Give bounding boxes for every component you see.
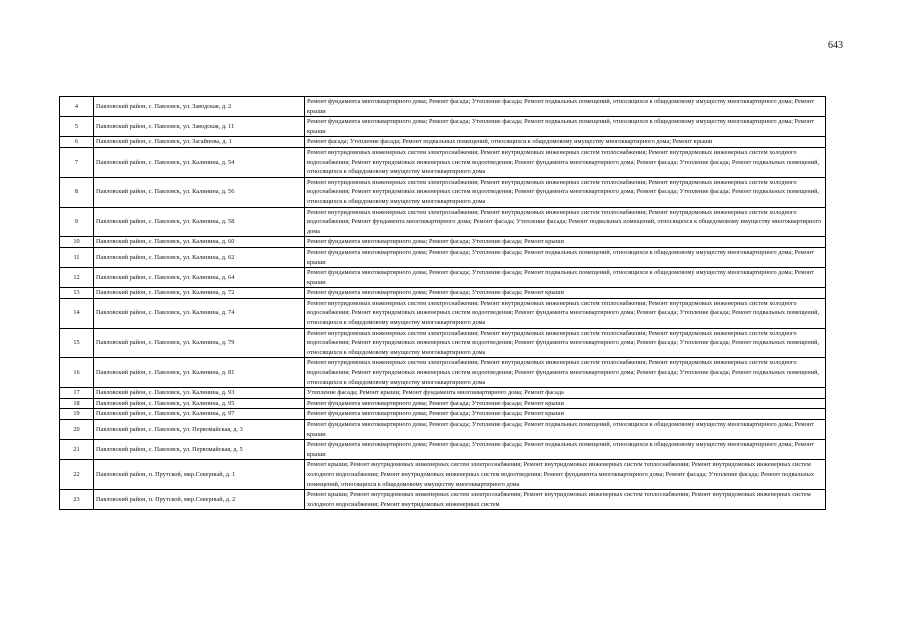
address-cell: Павловский район, с. Павловск, ул. Калинина, д. 62 bbox=[94, 247, 305, 267]
row-number-cell: 17 bbox=[60, 388, 94, 399]
works-cell: Ремонт фундамента многоквартирного дома; Ремонт фасада; Утепление фасада; Ремонт подвальных помещений, относящихся к общедомовому имуществу многоквартирного дома; Ремонт крыши bbox=[305, 117, 826, 137]
table-row bbox=[60, 288, 826, 299]
table-row bbox=[60, 398, 826, 409]
row-number-cell: 6 bbox=[60, 137, 94, 148]
row-number-cell: 12 bbox=[60, 268, 94, 288]
works-cell: Ремонт фундамента многоквартирного дома; Ремонт фасада; Утепление фасада; Ремонт подвальных помещений, относящихся к общедомовому имуществу многоквартирного дома; Ремонт крыши bbox=[305, 420, 826, 440]
works-cell: Ремонт внутридомовых инженерных систем электроснабжения; Ремонт внутридомовых инженерных систем теплоснабжения; Ремонт внутридомовых инженерных систем холодного водоснабжения; Ремонт внутридомовых инженерных систем водоотведения; Ремонт фундамента многоквартирного дома; Ремонт фасада; Утепление фасада; Ремонт подвальных помещений, относящихся к общедомовому имуществу многоквартирного дома bbox=[305, 298, 826, 328]
address-cell: Павловский район, с. Павловск, ул. Калинина, д. 54 bbox=[94, 147, 305, 177]
works-cell: Утепление фасада; Ремонт крыши; Ремонт фундамента многоквартирного дома; Ремонт фасада bbox=[305, 388, 826, 399]
table-row bbox=[60, 247, 826, 267]
address-cell: Павловский район, с. Павловск, ул. Калинина, д. 56 bbox=[94, 177, 305, 207]
works-cell: Ремонт фундамента многоквартирного дома; Ремонт фасада; Утепление фасада; Ремонт подвальных помещений, относящихся к общедомовому имуществу многоквартирного дома; Ремонт крыши bbox=[305, 247, 826, 267]
address-cell: Павловский район, с. Павловск, ул. Калинина, д. 81 bbox=[94, 358, 305, 388]
table-row bbox=[60, 388, 826, 399]
address-cell: Павловский район, с. Павловск, ул. Калинина, д. 64 bbox=[94, 268, 305, 288]
row-number-cell: 7 bbox=[60, 147, 94, 177]
address-cell: Павловский район, с. Павловск, ул. Калинина, д. 72 bbox=[94, 288, 305, 299]
works-cell: Ремонт фундамента многоквартирного дома; Ремонт фасада; Утепление фасада; Ремонт крыши bbox=[305, 398, 826, 409]
row-number-cell: 11 bbox=[60, 247, 94, 267]
table-row bbox=[60, 147, 826, 177]
table-row bbox=[60, 268, 826, 288]
works-cell: Ремонт фундамента многоквартирного дома; Ремонт фасада; Утепление фасада; Ремонт подвальных помещений, относящихся к общедомовому имуществу многоквартирного дома; Ремонт крыши bbox=[305, 97, 826, 117]
table-row bbox=[60, 298, 826, 328]
works-cell: Ремонт крыши; Ремонт внутридомовых инженерных систем электроснабжения; Ремонт внутридомовых инженерных систем теплоснабжения; Ремонт внутридомовых инженерных систем холодного водоснабжения; Ремонт внутридомовых инженерных систем bbox=[305, 490, 826, 510]
address-cell: Павловский район, п. Прутской, мкр.Северный, д. 2 bbox=[94, 490, 305, 510]
row-number-cell: 15 bbox=[60, 328, 94, 358]
table-row bbox=[60, 328, 826, 358]
row-number-cell: 19 bbox=[60, 409, 94, 420]
table-row bbox=[60, 137, 826, 148]
address-cell: Павловский район, с. Павловск, ул. Калинина, д. 74 bbox=[94, 298, 305, 328]
works-cell: Ремонт внутридомовых инженерных систем электроснабжения; Ремонт внутридомовых инженерных систем теплоснабжения; Ремонт внутридомовых инженерных систем холодного водоснабжения; Ремонт внутридомовых инженерных систем водоотведения; Ремонт фундамента многоквартирного дома; Ремонт фасада; Утепление фасада; Ремонт подвальных помещений, относящихся к общедомовому имуществу многоквартирного дома bbox=[305, 358, 826, 388]
table-body bbox=[60, 97, 826, 510]
address-cell: Павловский район, с. Павловск, ул. Первомайская, д. 5 bbox=[94, 440, 305, 460]
address-cell: Павловский район, с. Павловск, ул. Заводская, д. 11 bbox=[94, 117, 305, 137]
works-cell: Ремонт фундамента многоквартирного дома; Ремонт фасада; Утепление фасада; Ремонт крыши bbox=[305, 288, 826, 299]
table-row bbox=[60, 409, 826, 420]
table-row bbox=[60, 177, 826, 207]
address-cell: Павловский район, с. Павловск, ул. Калинина, д. 97 bbox=[94, 409, 305, 420]
row-number-cell: 4 bbox=[60, 97, 94, 117]
address-cell: Павловский район, с. Павловск, ул. Калинина, д. 58 bbox=[94, 207, 305, 237]
works-cell: Ремонт фундамента многоквартирного дома; Ремонт фасада; Утепление фасада; Ремонт подвальных помещений, относящихся к общедомовому имуществу многоквартирного дома; Ремонт крыши bbox=[305, 440, 826, 460]
works-cell: Ремонт фундамента многоквартирного дома; Ремонт фасада; Утепление фасада; Ремонт подвальных помещений, относящихся к общедомовому имуществу многоквартирного дома; Ремонт крыши bbox=[305, 268, 826, 288]
works-cell: Ремонт фундамента многоквартирного дома; Ремонт фасада; Утепление фасада; Ремонт крыши bbox=[305, 237, 826, 248]
table-row bbox=[60, 460, 826, 490]
table-row bbox=[60, 440, 826, 460]
address-cell: Павловский район, с. Павловск, ул. Калинина, д. 93 bbox=[94, 388, 305, 399]
address-cell: Павловский район, с. Павловск, ул. Калинина, д. 60 bbox=[94, 237, 305, 248]
row-number-cell: 18 bbox=[60, 398, 94, 409]
page-number: 643 bbox=[828, 40, 843, 51]
address-cell: Павловский район, с. Павловск, ул. Первомайская, д. 3 bbox=[94, 420, 305, 440]
row-number-cell: 20 bbox=[60, 420, 94, 440]
table-row bbox=[60, 97, 826, 117]
table-row bbox=[60, 358, 826, 388]
address-cell: Павловский район, с. Павловск, ул. Калинина, д. 95 bbox=[94, 398, 305, 409]
table-row bbox=[60, 490, 826, 510]
address-cell: Павловский район, с. Павловск, ул. Загайнова, д. 1 bbox=[94, 137, 305, 148]
row-number-cell: 10 bbox=[60, 237, 94, 248]
address-cell: Павловский район, с. Павловск, ул. Заводская, д. 2 bbox=[94, 97, 305, 117]
row-number-cell: 23 bbox=[60, 490, 94, 510]
row-number-cell: 13 bbox=[60, 288, 94, 299]
table-row bbox=[60, 420, 826, 440]
table-row bbox=[60, 207, 826, 237]
table-row bbox=[60, 117, 826, 137]
repair-works-table bbox=[59, 96, 826, 510]
works-cell: Ремонт внутридомовых инженерных систем электроснабжения; Ремонт внутридомовых инженерных систем теплоснабжения; Ремонт внутридомовых инженерных систем холодного водоснабжения; Ремонт внутридомовых инженерных систем водоотведения; Ремонт фундамента многоквартирного дома; Ремонт фасада; Утепление фасада; Ремонт подвальных помещений, относящихся к общедомовому имуществу многоквартирного дома bbox=[305, 147, 826, 177]
address-cell: Павловский район, п. Прутской, мкр.Северный, д. 1 bbox=[94, 460, 305, 490]
row-number-cell: 14 bbox=[60, 298, 94, 328]
works-cell: Ремонт внутридомовых инженерных систем электроснабжения; Ремонт внутридомовых инженерных систем теплоснабжения; Ремонт внутридомовых инженерных систем холодного водоснабжения; Ремонт внутридомовых инженерных систем водоотведения; Ремонт фундамента многоквартирного дома; Ремонт фасада; Утепление фасада; Ремонт подвальных помещений, относящихся к общедомовому имуществу многоквартирного дома bbox=[305, 328, 826, 358]
works-cell: Ремонт крыши; Ремонт внутридомовых инженерных систем электроснабжения; Ремонт внутридомовых инженерных систем теплоснабжения; Ремонт внутридомовых инженерных систем холодного водоснабжения; Ремонт внутридомовых инженерных систем водоотведения; Ремонт фундамента многоквартирного дома; Ремонт фасада; Утепление фасада; Ремонт подвальных помещений, относящихся к общедомовому имуществу многоквартирного дома bbox=[305, 460, 826, 490]
row-number-cell: 16 bbox=[60, 358, 94, 388]
works-cell: Ремонт фундамента многоквартирного дома; Ремонт фасада; Утепление фасада; Ремонт крыши bbox=[305, 409, 826, 420]
row-number-cell: 5 bbox=[60, 117, 94, 137]
works-cell: Ремонт внутридомовых инженерных систем электроснабжения; Ремонт внутридомовых инженерных систем теплоснабжения; Ремонт внутридомовых инженерных систем холодного водоснабжения; Ремонт фундамента многоквартирного дома; Ремонт фасада; Утепление фасада; Ремонт подвальных помещений, относящихся к общедомовому имуществу многоквартирного дома bbox=[305, 207, 826, 237]
row-number-cell: 8 bbox=[60, 177, 94, 207]
works-cell: Ремонт внутридомовых инженерных систем электроснабжения; Ремонт внутридомовых инженерных систем теплоснабжения; Ремонт внутридомовых инженерных систем холодного водоснабжения; Ремонт внутридомовых инженерных систем водоотведения; Ремонт фундамента многоквартирного дома; Ремонт фасада; Утепление фасада; Ремонт подвальных помещений, относящихся к общедомовому имуществу многоквартирного дома bbox=[305, 177, 826, 207]
row-number-cell: 9 bbox=[60, 207, 94, 237]
row-number-cell: 21 bbox=[60, 440, 94, 460]
works-cell: Ремонт фасада; Утепление фасада; Ремонт подвальных помещений, относящихся к общедомовому имуществу многоквартирного дома; Ремонт крыши bbox=[305, 137, 826, 148]
row-number-cell: 22 bbox=[60, 460, 94, 490]
address-cell: Павловский район, с. Павловск, ул. Калинина, д. 79 bbox=[94, 328, 305, 358]
table-row bbox=[60, 237, 826, 248]
